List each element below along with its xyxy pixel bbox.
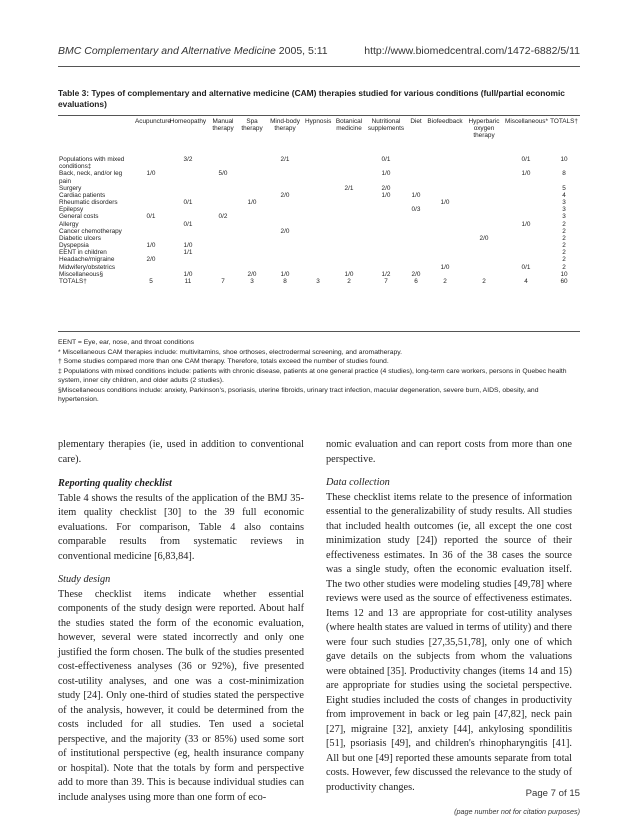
table-cell [208,206,238,213]
table-cell [406,242,426,249]
row-label: Surgery [59,184,82,192]
table-cell [464,221,504,228]
table-cell: 2 [562,220,566,228]
table-row [58,156,580,170]
table-cell [366,206,406,213]
table-cell: 0/1 [146,213,156,221]
table-cell [134,221,168,228]
section-heading: Reporting quality checklist [58,478,172,490]
table-cell: 3 [250,277,254,285]
table-cell: 2 [562,242,566,250]
table-cell [332,213,366,220]
table-cell [332,199,366,206]
journal-url[interactable]: http://www.biomedcentral.com/1472-6882/5/11 [364,45,580,57]
table-cell: 8 [562,170,566,178]
table-cell: 2/0 [280,227,290,235]
table-cell [366,249,406,256]
table-row [58,256,580,263]
table-cell: 7 [384,277,388,285]
table-cell [426,206,464,213]
column-header: Spa therapy [241,118,263,133]
table-cell: 6 [414,277,418,285]
table-cell [464,228,504,235]
table-cell [464,185,504,192]
table-cell [464,242,504,249]
table-cell [266,185,304,192]
column-header: TOTALS† [550,118,578,125]
table-cell [168,170,208,184]
table-cell [406,249,426,256]
table-cell: 0/1 [521,156,531,163]
table-cell [426,192,464,199]
table-cell [426,271,464,278]
footnote-misc-therapies: * Miscellaneous CAM therapies include: multivitamins, shoe orthoses, electrodermal screening, and aromatherapy. [58,348,403,356]
table-cell [208,228,238,235]
page-number: Page 7 of 15 [525,788,580,799]
table-cell [238,235,266,242]
table-cell [504,192,548,199]
right-column [326,438,572,795]
table-caption: Table 3: Types of complementary and alternative medicine (CAM) therapies studied for various conditions (full/partial economic evaluations) [58,88,565,109]
table-cell: 2 [562,249,566,257]
table-cell [464,213,504,220]
table-cell [464,199,504,206]
table-row [58,199,580,206]
table-cell [504,256,548,263]
table-cell [238,242,266,249]
section-paragraph: Table 4 shows the results of the application of the BMJ 35-item quality checklist [30] to the 39 full economic evaluations. For comparison, Table 4 also contains comparable results from systematic reviews in conventional medicine [6,83,84]. [58,492,304,562]
table-cell [304,199,332,206]
table-cell: 10 [560,270,568,278]
column-header: Nutritional supplements [367,118,405,133]
column-header: Homeopathy [169,118,207,125]
table-cell [134,199,168,206]
table-cell [238,221,266,228]
table-row [58,192,580,199]
table-cell [304,156,332,170]
table-cell [464,192,504,199]
table-cell: 0/1 [183,199,193,207]
table-cell [406,213,426,220]
table-cell [366,256,406,263]
table-cell [304,228,332,235]
row-label: EENT in children [59,249,107,257]
table-cell [208,264,238,271]
table-cell: 2/0 [247,270,257,278]
table-cell [426,221,464,228]
table-cell: 2/0 [479,234,489,242]
row-label: Dyspepsia [59,242,89,250]
row-label: Cancer chemotherapy [59,227,122,235]
table-cell [406,185,426,192]
table-cell [304,213,332,220]
table-cell: 2/0 [146,256,156,264]
table-cell: 5/0 [218,170,228,178]
table-cell [304,235,332,242]
table-cell [134,264,168,271]
table-body [58,156,580,285]
table-cell [304,185,332,192]
table-cell [366,213,406,220]
table-cell: 2 [562,227,566,235]
table-cell [332,156,366,170]
table-cell [426,242,464,249]
row-label: Miscellaneous§ [59,270,104,278]
table-row [58,206,580,213]
table-cell [208,256,238,263]
column-header [58,118,134,156]
table-cell [168,213,208,220]
table-cell: 3/2 [183,156,193,163]
table-cell: 1/0 [381,170,391,178]
table-cell [464,256,504,263]
running-header [58,45,580,57]
table-cell: 2 [562,263,566,271]
row-label: Headache/migraine [59,256,115,264]
table-cell [464,206,504,213]
table-cell [208,242,238,249]
table-row [58,228,580,235]
table-cell: 2 [443,277,447,285]
table-cell [168,228,208,235]
table-cell: 0/2 [218,213,228,221]
table-row [58,235,580,242]
table-cell [426,228,464,235]
table-cell: 5 [149,277,153,285]
table-cell [168,192,208,199]
table-cell [134,235,168,242]
left-intro-paragraph: plementary therapies (ie, used in addition to conventional care). [58,439,304,465]
right-intro-paragraph: nomic evaluation and can report costs from more than one perspective. [326,439,572,465]
table-cell [266,242,304,249]
table-cell [504,213,548,220]
table-cell: 1/0 [381,191,391,199]
journal-citation [58,45,328,57]
table-cell [266,170,304,184]
table-cell [332,242,366,249]
table-cell: 2 [347,277,351,285]
table-cell [134,185,168,192]
table-cell [366,228,406,235]
table-cell [366,242,406,249]
column-header: Manual therapy [212,118,234,133]
table-cell [426,170,464,184]
table-row [58,264,580,271]
column-header: Diet [410,118,422,125]
table-cell [168,235,208,242]
table-cell [332,228,366,235]
table-cell [366,221,406,228]
column-header: Hypnosis [305,118,332,125]
table-cell [238,213,266,220]
table-cell [168,264,208,271]
table-cell [266,249,304,256]
table-footnotes [58,338,580,405]
table-cell [208,199,238,206]
table-cell: 1/0 [183,242,193,250]
footnote-eent: EENT = Eye, ear, nose, and throat conditions [58,339,195,346]
table-cell [266,213,304,220]
table-row [58,213,580,220]
table-cell [304,264,332,271]
table-header-row [58,118,580,156]
table-cell: 3 [562,199,566,207]
table-cell [366,235,406,242]
table-row [58,221,580,228]
table-cell [464,156,504,170]
table-cell: 3 [562,213,566,221]
table-cell [426,249,464,256]
table-cell [266,199,304,206]
table-cell [208,185,238,192]
table-cell [426,156,464,170]
table-cell [332,221,366,228]
table-cell [266,221,304,228]
table-cell [504,235,548,242]
left-column [58,438,304,805]
table-cell [238,185,266,192]
table-cell [134,228,168,235]
table-cell [266,206,304,213]
table-cell [464,264,504,271]
table-cell [426,185,464,192]
table-cell [406,228,426,235]
table-cell: 7 [221,277,225,285]
table-cell [426,213,464,220]
table-cell: 2 [562,234,566,242]
table-cell [504,242,548,249]
table-cell [504,185,548,192]
table-cell [304,242,332,249]
table-cell [426,256,464,263]
column-header: Hyperbaric oxygen therapy [468,118,500,140]
table-cell: 0/3 [411,206,421,214]
row-label: Populations with mixed conditions‡ [59,156,125,171]
table-cell [504,228,548,235]
table-row [58,249,580,256]
column-header: Botanical medicine [335,118,363,133]
row-label: Diabetic ulcers [59,234,101,242]
table-cell [464,271,504,278]
table-cell [304,271,332,278]
table-cell [168,206,208,213]
table-cell [208,235,238,242]
table-cell [208,249,238,256]
table-cell: 3 [562,206,566,214]
table-cell: 5 [562,184,566,192]
header-rule [58,66,580,67]
table-cell [238,228,266,235]
row-label: Back, neck, and/or leg pain [59,170,123,185]
table-cell [134,192,168,199]
table-cell [208,192,238,199]
cam-therapies-table [58,118,580,285]
table-cell: 1/0 [521,170,531,178]
table-cell [332,170,366,184]
table-cell: 1/1 [183,249,193,257]
footnote-misc-conditions: §Miscellaneous conditions include: anxiety, Parkinson's, psoriasis, uterine fibroids, urinary tract infection, macular degeneration, severe burn, AIDS, obesity, and hypertension. [58,386,539,404]
table-cell [406,256,426,263]
column-header: Biofeedback [427,118,463,125]
table-cell [464,249,504,256]
table-cell [208,271,238,278]
row-label: Allergy [59,220,79,228]
row-label: Rheumatic disorders [59,199,118,207]
journal-year-volume: 2005, 5:11 [278,45,328,57]
table-cell: 1/0 [440,263,450,271]
table-cell [332,235,366,242]
table-cell [366,264,406,271]
table-cell [504,249,548,256]
table-cell [238,206,266,213]
table-cell: 1/0 [440,199,450,207]
table-cell [332,206,366,213]
table-cell [504,271,548,278]
table-cell: 1/2 [381,270,391,278]
table-row [58,278,580,285]
table-cell [332,249,366,256]
table-cell [168,256,208,263]
table-cell [304,192,332,199]
table-cell [332,256,366,263]
table-cell: 1/0 [146,170,156,178]
table-cell: 1/0 [344,270,354,278]
table-cell [134,206,168,213]
table-cell: 1/0 [146,242,156,250]
row-label: General costs [59,213,99,221]
table-top-rule [58,115,580,116]
table-cell [332,264,366,271]
table-cell [304,170,332,184]
table-row [58,170,580,184]
table-cell [406,199,426,206]
table-cell [208,221,238,228]
table-cell [366,199,406,206]
data-collection-paragraph: These checklist items relate to the presence of information essential to the generalizability of study results. All studies that included health outcomes (ie, all except the one cost minimization study [24]) reported the source of their effectiveness estimates. In 36 of the 38 cases the source was a single study, often the economic evaluation itself. The two other studies were modeling studies [49,78] where reviews were used as the source of effectiveness estimates. Items 12 and 13 are appropriate for cost-utility analyses (where health states are valued in terms of utility) and there were four such studies [27,35,51,78], only one of which gave details on the subjects from whom the valuations were obtained [35]. Productivity changes (items 14 and 15) are appropriate for studies using the societal perspective. Eight studies included the costs of changes in productivity from improvement in back or leg pain [47,82], neck pain [27], migraine [32], anxiety [44], ankylosing spondilitis [51], psoriasis [49], and children's rhinopharyngitis [41]. All but one [49] reported these amounts separate from total costs. However, few discussed the relevance to the study of productivity changes. [326,491,572,793]
row-label: Midwifery/obstetrics [59,263,116,271]
table-cell: 2/1 [280,156,290,163]
column-header: Mind-body therapy [270,118,300,133]
study-design-paragraph: These checklist items indicate whether essential components of the study design were reported. About half the studies stated the form of the economic evaluation, however, several were stated incorrectly and only one justified the form chosen. The bulk of the studies presented cost-effectiveness analyses (36 or 92%), five presented cost-utility analyses, and one was a cost-minimization study [24]. Only one-third of studies stated the perspective of the analysis, however, it could be determined from the costs included for all studies. Ten used a societal perspective, and the majority (33 or 85%) used some sort of institutional perspective (eg, health insurance company or hospital). Note that the totals by form and perspective add to more than 39. This is because individual studies can include analyses using more than one form of eco- [58,588,304,803]
table-cell: 0/1 [521,263,531,271]
table-cell [504,206,548,213]
table-cell: 1/0 [521,220,531,228]
table-cell [406,264,426,271]
table-cell: 60 [560,277,568,285]
table-cell [304,206,332,213]
table-cell [238,264,266,271]
table-cell [134,156,168,170]
table-cell: 11 [184,277,192,285]
row-label: TOTALS† [59,277,87,285]
table-cell: 2/1 [344,184,354,192]
table-bottom-rule [58,331,580,332]
subsection-heading-data-collection: Data collection [326,477,390,489]
table-cell [266,235,304,242]
table-row [58,271,580,278]
table-cell: 2 [562,256,566,264]
table-cell [238,249,266,256]
table-cell [168,185,208,192]
table-cell [238,156,266,170]
table-cell: 1/0 [247,199,257,207]
table-cell [134,271,168,278]
table-cell [238,192,266,199]
subsection-heading-study-design: Study design [58,574,111,586]
table-cell [266,256,304,263]
table-cell [406,170,426,184]
table-cell [208,156,238,170]
table-cell [406,235,426,242]
journal-name: BMC Complementary and Alternative Medicine [58,45,276,57]
table-cell: 1/0 [280,270,290,278]
table-cell [304,249,332,256]
table-cell: 0/1 [183,220,193,228]
table-cell [238,170,266,184]
table-cell [426,235,464,242]
table-cell [134,249,168,256]
footnote-totals: † Some studies compared more than one CAM therapy. Therefore, totals exceed the number of studies found. [58,358,389,366]
table-cell: 1/0 [183,270,193,278]
row-label: Cardiac patients [59,191,106,199]
table-cell [266,264,304,271]
table-cell: 2/0 [381,184,391,192]
table-cell: 2/0 [411,270,421,278]
table-row [58,185,580,192]
table-cell: 2/0 [280,191,290,199]
table-row [58,242,580,249]
table-cell [304,221,332,228]
row-label: Epilepsy [59,206,84,214]
table-cell [464,170,504,184]
table-cell: 10 [560,156,568,163]
table-cell: 1/0 [411,191,421,199]
table-cell: 8 [283,277,287,285]
table-cell: 4 [562,191,566,199]
footnote-mixed-populations: ‡ Populations with mixed conditions include: patients with chronic disease, patients at one general practice (4 studies), long-term care workers, persons in Quebec health system, inner city children, and older adults (2 studies). [58,367,567,385]
table-cell: 3 [316,277,320,285]
table-cell [332,192,366,199]
page-number-note: (page number not for citation purposes) [454,807,580,816]
table-cell [406,156,426,170]
table-cell [504,199,548,206]
column-header: Miscellaneous* [505,118,548,125]
table-cell [304,256,332,263]
table-cell: 4 [524,277,528,285]
table-cell: 2 [482,277,486,285]
table-cell [406,221,426,228]
table-cell: 0/1 [381,156,391,163]
table-cell [238,256,266,263]
column-header: Acupuncture [135,118,171,125]
